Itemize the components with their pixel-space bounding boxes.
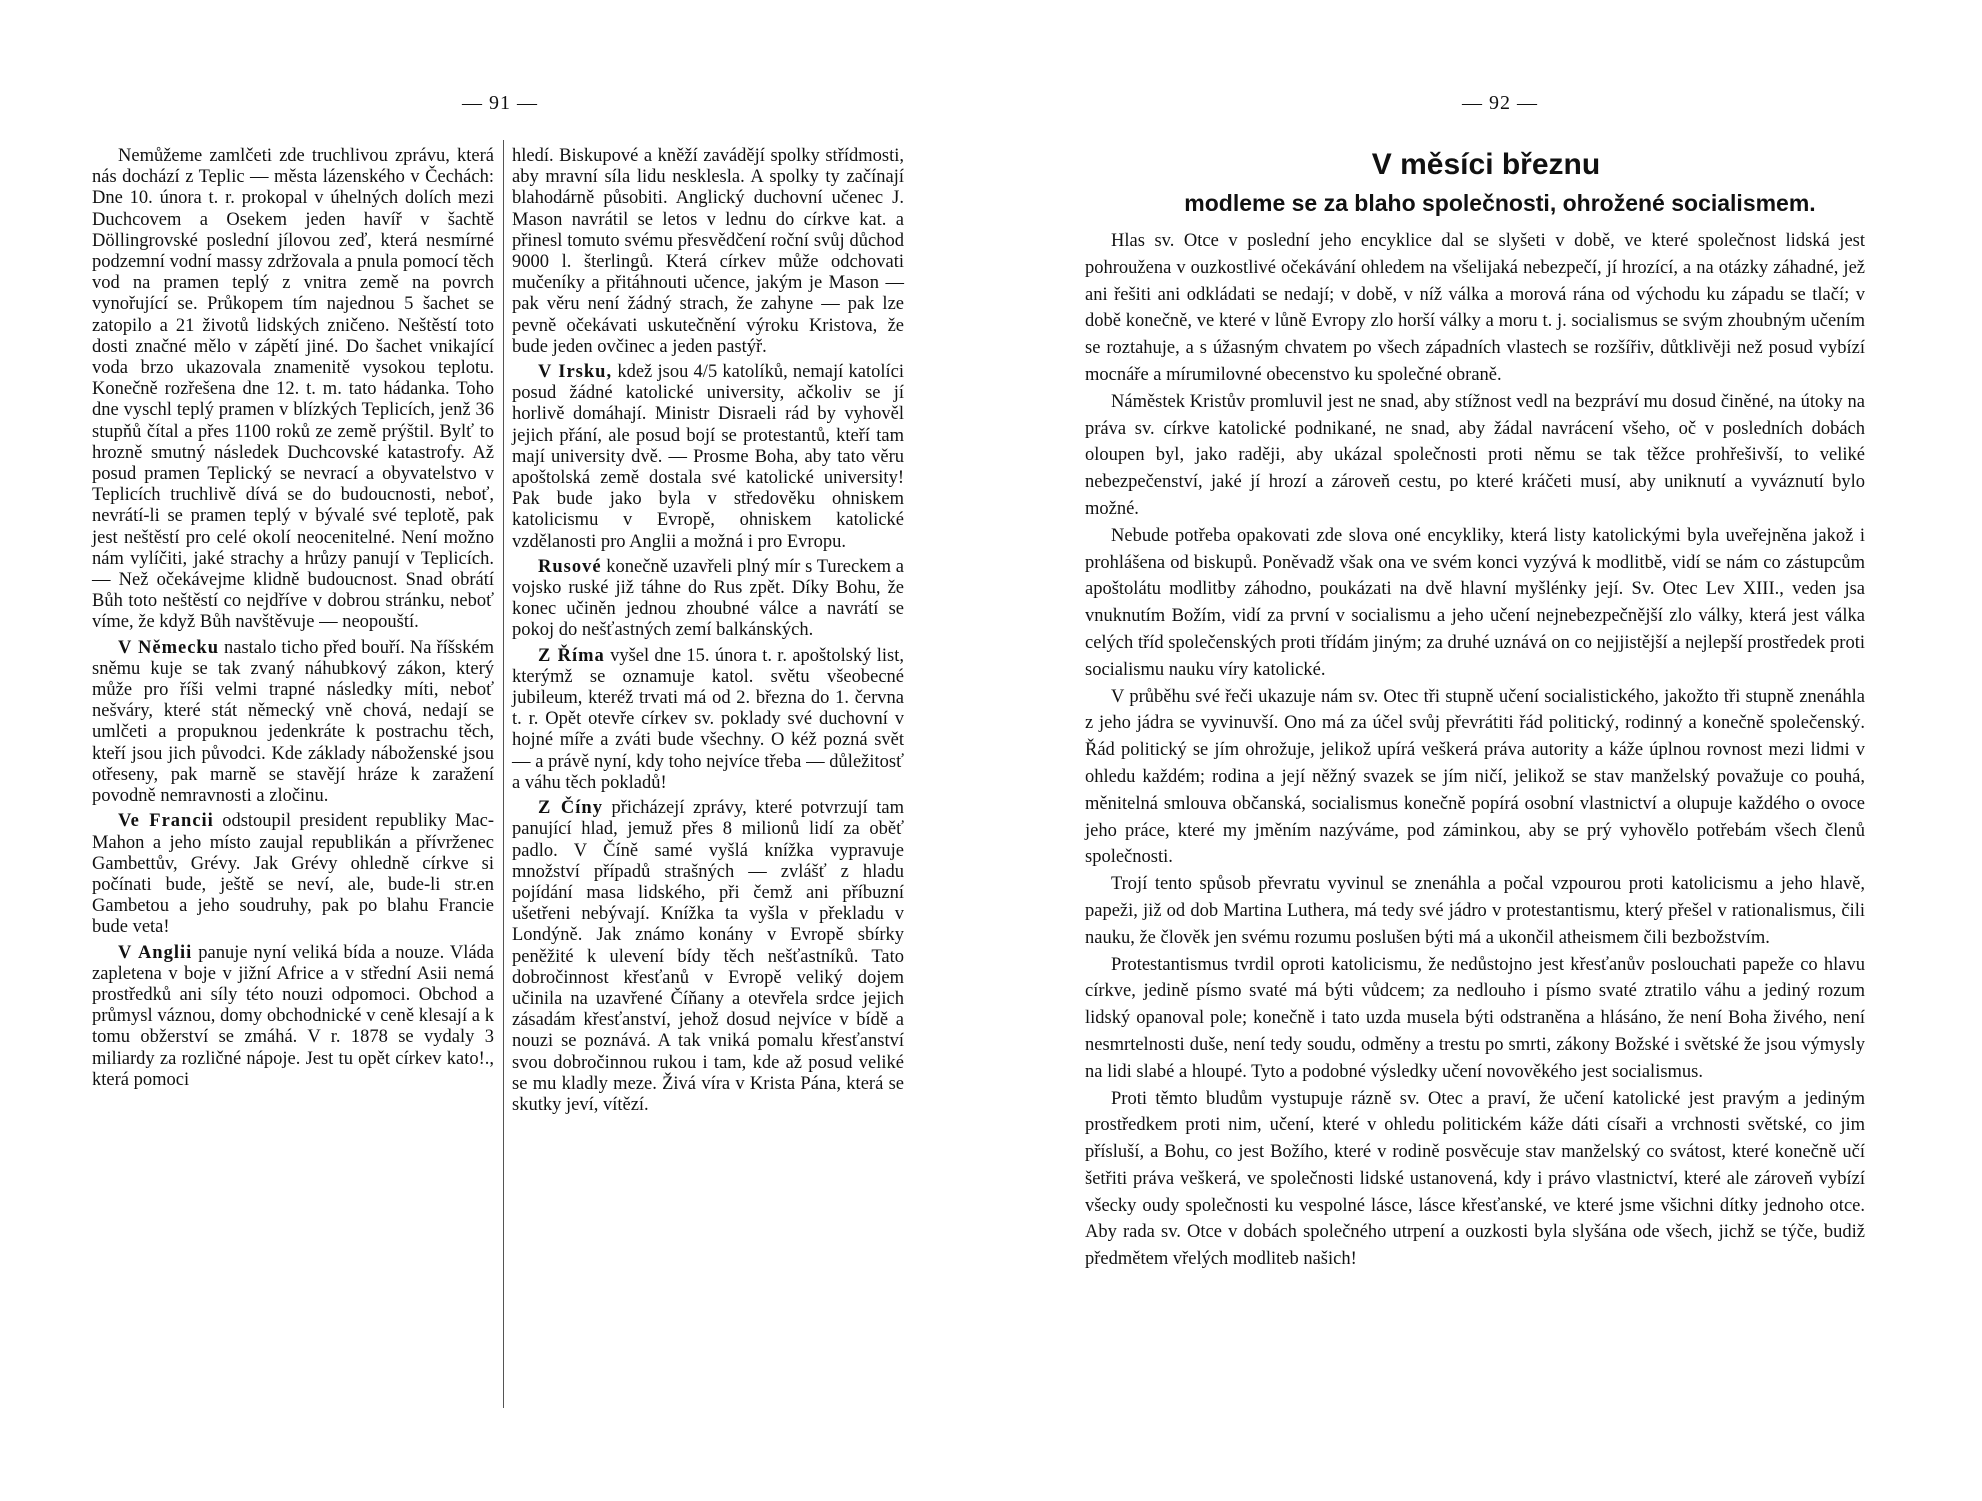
- left-column-b: [512, 146, 904, 1120]
- news-paragraph: [512, 146, 904, 358]
- article-paragraph: V průběhu své řeči ukazuje nám sv. Otec tři stupně učení socialistického, jakožto tři stupně znenáhla z jeho jádra se vyvinuvší. Ono má za účel svůj převrátiti řád politický, rodinný a konečně společenský. Řád politický se jím ohrožuje, jelikož upírá veškerá práva autority a káže úplnou rovnost mezi lidmi v ohledu každém; rodina a její něžný svazek se jím ničí, jelikož se stav manželský považuje co pouhá, měnitelná smlouva občanská, socialismus konečně popírá osobní vlastnictví a olupuje každého o ovoce jeho práce, které my jměním nazýváme, pod záminkou, aby se prý vyhovělo potřebám všech členů společnosti.: [1085, 686, 1865, 868]
- paragraph-keyword: V Irsku,: [538, 362, 613, 383]
- article-paragraph: Hlas sv. Otce v poslední jeho encyklice dal se slyšeti v době, ve které společnost lidská jest pohroužena v ouzkostlivé očekávání ohledem na všelijaká nebezpečí, jí hrozící, a na otázky záhadné, jež ani řešiti ani odkládati se nedají; v době, v níž válka a morová rána od východu ku západu se tlačí; v době konečně, ve které v lůně Evropy zlo horší války a moru t. j. socialismus se svým zhoubným učením se roztahuje, a s úžasným chvatem po všech západních vlastech se rozšířiv, důtklivěji než posud vybízí mocnáře a mírumilovné obecenstvo ku společné obraně.: [1085, 231, 1865, 385]
- paragraph-text: přicházejí zprávy, které potvrzují tam panující hlad, jemuž přes 8 milionů lidí za oběť padlo. V Číně samé vyšlá knížka vypravuje množství případů strašných — zvlášť z hladu pojídání masa lidského, při čemž ani příbuzní ušetřeni nebývají. Knížka ta vyšla v překladu v Londýně. Jak známo konány v Evropě sbírky peněžité k ulevení bídy těch nešťastníků. Tato dobročinnost křesťanů v Evropě veliký dojem učinila na uzavřené Číňany a otevřela srdce jejich zásadám křesťanství, jehož dosud nejvíce v bídě a nouzi se poznává. A tak vniká pomalu křesťanství svou dobročinnou rukou i tam, kde až posud veliké se mu kladly meze. Živá víra v Krista Pána, která se skutky jeví, vítězí.: [512, 798, 904, 1115]
- page-number-92: — 92 —: [1462, 92, 1538, 114]
- news-paragraph: [92, 943, 494, 1091]
- left-page: [0, 0, 990, 1501]
- paragraph-text: kdež jsou 4/5 katolíků, nemají katolíci posud žádné katolické university, ačkoliv se jí horlivě domáhají. Ministr Disraeli rád by vyhověl jejich přání, ale posud bojí se protestantů, kteří tam mají university dvě. — Prosme Boha, aby tato věru apoštolská země dostala své katolické university! Pak bude jako byla v středověku ohniskem katolicismu v Evropě, ohniskem katolické vzdělanosti pro Anglii a možná i pro Evropu.: [512, 362, 904, 552]
- paragraph-keyword: Z Číny: [538, 798, 603, 819]
- paragraph-keyword: V Německu: [118, 637, 219, 658]
- left-column-a: [92, 146, 494, 1095]
- paragraph-text: odstoupil president republiky Mac-Mahon a jeho místo zaujal republikán a přívrženec Gambettův, Grévy. Jak Grévy ohledně církve si počínati bude, ještě se neví, ale, bude-li str.en Gambetou a jeho soudruhy, pak po blahu Francie bude veta!: [92, 811, 494, 938]
- news-paragraph: [92, 146, 494, 634]
- paragraph-text: nastalo ticho před bouří. Na říšském sněmu kuje se tak zvaný náhubkový zákon, který může pro říši velmi trapné následky míti, neboť nešváry, které stát německý vně chová, nedají se umlčeti a propuknou jedenkráte k postrachu těch, kteří jsou jich původci. Kde základy náboženské jsou otřeseny, pak marně se stavějí hráze k zaražení povodně nemravnosti a zločinu.: [92, 637, 494, 807]
- paragraph-text: panuje nyní veliká bída a nouze. Vláda zapletena v boje v jižní Africe a v střední Asii nemá prostředků ani síly této nouzi odpomoci. Obchod a průmysl váznou, domy obchodnické v ceně klesají a k tomu obžerství se zmáhá. V r. 1878 se vydaly 3 miliardy za rozličné nápoje. Jest tu opět církev kato!., která pomoci: [92, 942, 495, 1090]
- news-paragraph: [92, 811, 494, 938]
- news-paragraph: [512, 557, 904, 642]
- paragraph-keyword: Ve Francii: [118, 811, 214, 832]
- news-paragraph: [512, 646, 904, 794]
- article-paragraph: Trojí tento spůsob převratu vyvinul se znenáhla a počal vzpourou proti katolicismu a jeho hlavě, papeži, již od dob Martina Luthera, má tedy své jádro v protestantismu, který přešel v rationalismus, čili nauku, že člověk jen svému rozumu poslušen býti má a ukončil atheismem čili bezbožstvím.: [1085, 874, 1865, 948]
- news-paragraph: [512, 798, 904, 1116]
- paragraph-keyword: Rusové: [538, 556, 602, 577]
- article-paragraph: Protestantismus tvrdil oproti katolicismu, že nedůstojno jest křesťanův poslouchati papeže co hlavu církve, jedině písmo svaté má býti vůdcem; za nedlouho i písmo svaté ztratilo váhu a jediný rozum lidský opanoval pole; konečně i tato uzda musela býti odstraněna a hlásáno, že není Boha živého, není nesmrtelnosti duše, není tedy soudu, odměny a trestu po smrti, zákony Božské i světské že jsou výmysly na lidi slabé a hloupé. Tyto a podobné výsledky učení novověkého jest socialismus.: [1085, 954, 1865, 1082]
- news-paragraph: [512, 362, 904, 553]
- paragraph-text: hledí. Biskupové a kněží zavádějí spolky střídmosti, aby mravní síla lidu nesklesla. A spolky ty začínají blahodárně působiti. Anglický duchovní učenec J. Mason navrátil se letos v lednu do církve kat. a přinesl tomuto svému přesvědčení roční svůj důchod 9000 l. šterlingů. Která církev může odchovati mučeníky a přitáhnouti učence, jakým je Mason — pak věru není žádný strach, že zahyne — pak lze pevně očekávati uskutečnění výroku Kristova, že bude jeden ovčinec a jeden pastýř.: [512, 146, 904, 357]
- paragraph-text: Nemůžeme zamlčeti zde truchlivou zprávu, která nás dochází z Teplic — města lázenského v Čechách: Dne 10. února t. r. prokopal v úhelných dolích mezi Duchcovem a Osekem jeden havíř v šachtě Döllingrovské poslední jílovou zeď, která nesmírné podzemní vodní massy zdržovala a pnula pomocí těch vod na pramen teplý z vnitra země na povrch vynořující se. Průkopem tím najednou 5 šachet se zatopilo a 21 životů lidských zničeno. Neštěstí toto dosti značné mělo v zápětí jiné. Do šachet vnikající voda brzo ukazovala znamenitě vysokou teplotu. Konečně rozřešena dne 12. t. m. tato hádanka. Toho dne vyschl teplý pramen v blízkých Teplicích, jenž 36 stupňů čítal a přes 1100 roků ze země prýštil. Bylť to hrozně smutný následek Duchcovské katastrofy. Až posud pramen Teplický se nevrací a obyvatelstvo v Teplicích truchlivě dívá se do budoucnosti, neboť, nevrátí-li se pramen teplý v bývalé své teplotě, pak jest neštěstí pro celé okolí neocenitelné. Není možno nám vylíčiti, jaké strachy a hrůzy panují v Teplicích. — Než očekávejme klidně budoucnost. Snad obrátí Bůh toto neštěstí co nejdříve v dobrou stránku, neboť víme, že když Bůh navštěvuje — neopouští.: [92, 146, 494, 633]
- article-paragraph: Náměstek Kristův promluvil jest ne snad, aby stížnost vedl na bezpráví mu dosud činěné, na útoky na práva sv. církve katolické podnikané, ne snad, aby žádal navrácení všeho, oč v posledních dobách oloupen byl, jako raději, aby ukázal společnosti proti němu se tak těžce prohřešivší, to veliké nebezpečenství, jaké jí hrozí a zároveň cestu, po které kráčeti musí, aby uniknutí a vyváznutí bylo možné.: [1085, 391, 1865, 519]
- paragraph-text: konečně uzavřeli plný mír s Tureckem a vojsko ruské již táhne do Rus zpět. Díky Bohu, že konec učiněn jednou zhoubné válce a navrátí se pokoj do nešťastných zemí balkánských.: [512, 556, 904, 641]
- paragraph-keyword: V Anglii: [118, 942, 193, 963]
- page-number-91: — 91 —: [462, 92, 538, 114]
- paragraph-keyword: Z Říma: [538, 645, 605, 666]
- column-divider: [503, 140, 504, 1408]
- article-subtitle: modleme se za blaho společnosti, ohrožené socialismem.: [1184, 190, 1816, 216]
- article-title: V měsíci březnu: [1371, 148, 1601, 181]
- article-paragraph: Proti těmto bludům vystupuje rázně sv. Otec a praví, že učení katolické jest pravým a jediným prostředkem proti nim, učení, které v ohledu politickém káže dáti císaři a vrchnosti světské, co jim přísluší, a Bohu, co jest Božího, které v rodině posvěcuje stav manželský co svátost, které konečně učí šetřiti práva veškerá, ve společnosti lidské ustanovená, kdy i právo vlastnictví, které ale zároveň vybízí všecky oudy společnosti ku vespolné lásce, lásce křesťanské, ve které jsme všichni dítky jednoho otce. Aby rada sv. Otce v dobách společného utrpení a ouzkosti byla slyšána ode všech, jichž se týče, budiž předmětem vřelých modliteb našich!: [1085, 1088, 1865, 1270]
- right-page: [990, 0, 1982, 1501]
- news-paragraph: [92, 638, 494, 808]
- paragraph-text: vyšel dne 15. února t. r. apoštolský list, kterýmž se oznamuje katol. světu všeobecné jubileum, kteréž trvati má od 2. března do 1. června t. r. Opět otevře církev sv. poklady své duchovní v hojné míře a zváti bude všechny. O kéž pozná svět — a právě nyní, kdy toho nejvíce třeba — důležitosť a váhu těch pokladů!: [512, 645, 904, 793]
- article-paragraph: Nebude potřeba opakovati zde slova oné encykliky, která listy katolickými byla uveřejněna jakož i prohlášena od biskupů. Poněvadž však ona ve svém konci vyzývá k modlitbě, vidí se nám co zástupcům apoštolátu modlitby záhodno, poukázati na dvě hlavní myšlénky její. Sv. Otec Lev XIII., veden jsa vnuknutím Božím, vidí za první v socialismu a jeho učení nejnebezpečnější zlo války, která jest válka celých tříd společenských proti třídám jiným; za druhé uznává on co nejjistější a nejlepší prostředek proti socialismu nauku víry katolické.: [1085, 525, 1865, 680]
- article-body: [1085, 228, 1865, 1273]
